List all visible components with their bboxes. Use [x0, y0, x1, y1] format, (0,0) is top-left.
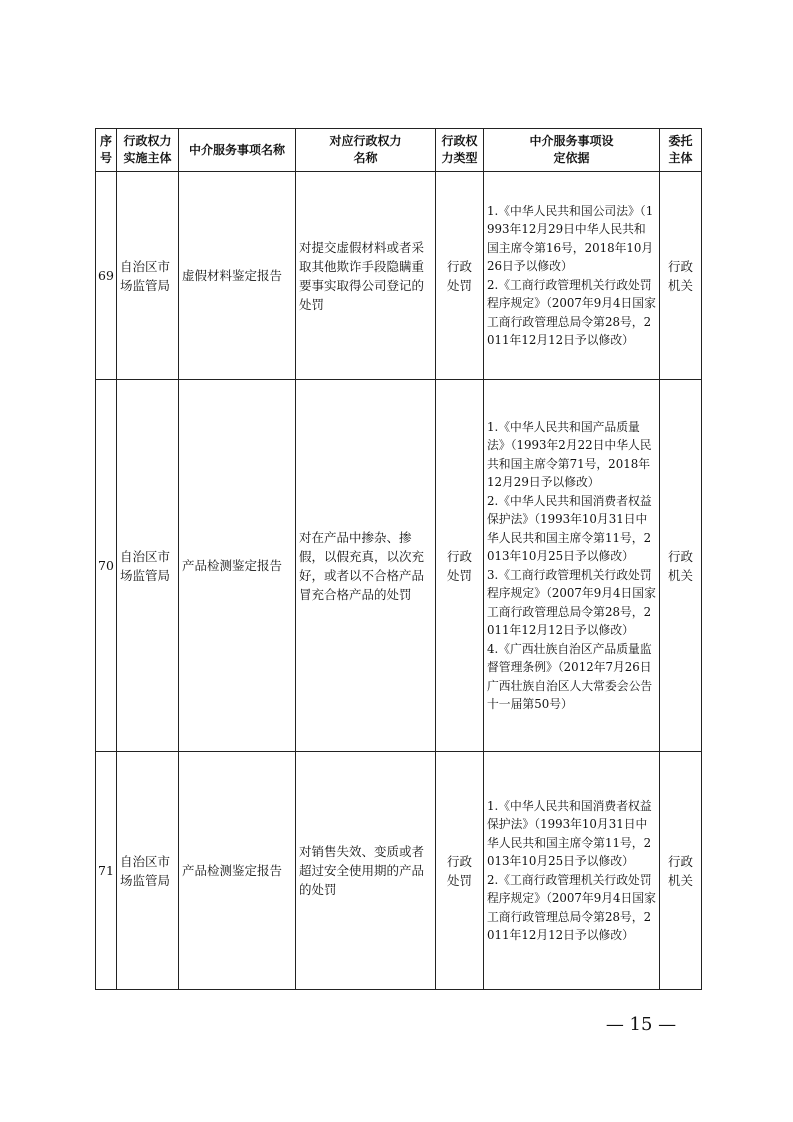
table-row [96, 380, 702, 752]
header-service: 中介服务事项名称 [179, 129, 296, 172]
row-type: 行政处罚 [436, 380, 484, 752]
table-row [96, 752, 702, 990]
row-subject: 自治区市场监管局 [117, 380, 179, 752]
row-subject: 自治区市场监管局 [117, 172, 179, 380]
table-row [96, 172, 702, 380]
row-power: 对销售失效、变质或者超过安全使用期的产品的处罚 [296, 752, 436, 990]
row-basis: 1.《中华人民共和国产品质量法》（1993年2月22日中华人民共和国主席令第71号，2018年12月29日予以修改） 2.《中华人民共和国消费者权益保护法》（1993年10月31日中华人民共和国主席令第11号，2013年10月25日予以修改） 3.《工商行政管理机关行政处罚程序规定》（2007年9月4日国家工商行政管理总局令第28号，2011年12月12日予以修改） 4.《广西壮族自治区产品质量监督管理条例》（2012年7月26日广西壮族自治区人大常委会公告 十一届第50号） [484, 380, 660, 752]
row-subject: 自治区市场监管局 [117, 752, 179, 990]
row-power: 对在产品中掺杂、掺假，以假充真，以次充好，或者以不合格产品冒充合格产品的处罚 [296, 380, 436, 752]
table-header-row [96, 129, 702, 172]
header-subject: 行政权力实施主体 [117, 129, 179, 172]
header-power: 对应行政权力名称 [296, 129, 436, 172]
row-delegate: 行政机关 [660, 752, 702, 990]
row-delegate: 行政机关 [660, 172, 702, 380]
service-items-table [95, 128, 702, 990]
header-delegate: 委托主体 [660, 129, 702, 172]
row-basis: 1.《中华人民共和国消费者权益保护法》（1993年10月31日中华人民共和国主席令第11号，2013年10月25日予以修改） 2.《工商行政管理机关行政处罚程序规定》（2007年9月4日国家工商行政管理总局令第28号，2011年12月12日予以修改） [484, 752, 660, 990]
row-service: 产品检测鉴定报告 [179, 752, 296, 990]
row-delegate: 行政机关 [660, 380, 702, 752]
row-seq: 70 [96, 380, 117, 752]
row-type: 行政处罚 [436, 752, 484, 990]
header-type: 行政权力类型 [436, 129, 484, 172]
row-basis: 1.《中华人民共和国公司法》（1993年12月29日中华人民共和国主席令第16号，2018年10月26日予以修改） 2.《工商行政管理机关行政处罚程序规定》（2007年9月4日国家工商行政管理总局令第28号，2011年12月12日予以修改） [484, 172, 660, 380]
row-seq: 69 [96, 172, 117, 380]
row-type: 行政处罚 [436, 172, 484, 380]
row-service: 虚假材料鉴定报告 [179, 172, 296, 380]
header-basis: 中介服务事项设定依据 [484, 129, 660, 172]
row-power: 对提交虚假材料或者采取其他欺诈手段隐瞒重要事实取得公司登记的处罚 [296, 172, 436, 380]
header-seq: 序号 [96, 129, 117, 172]
row-seq: 71 [96, 752, 117, 990]
row-service: 产品检测鉴定报告 [179, 380, 296, 752]
page-number: — 15 — [605, 1014, 677, 1035]
